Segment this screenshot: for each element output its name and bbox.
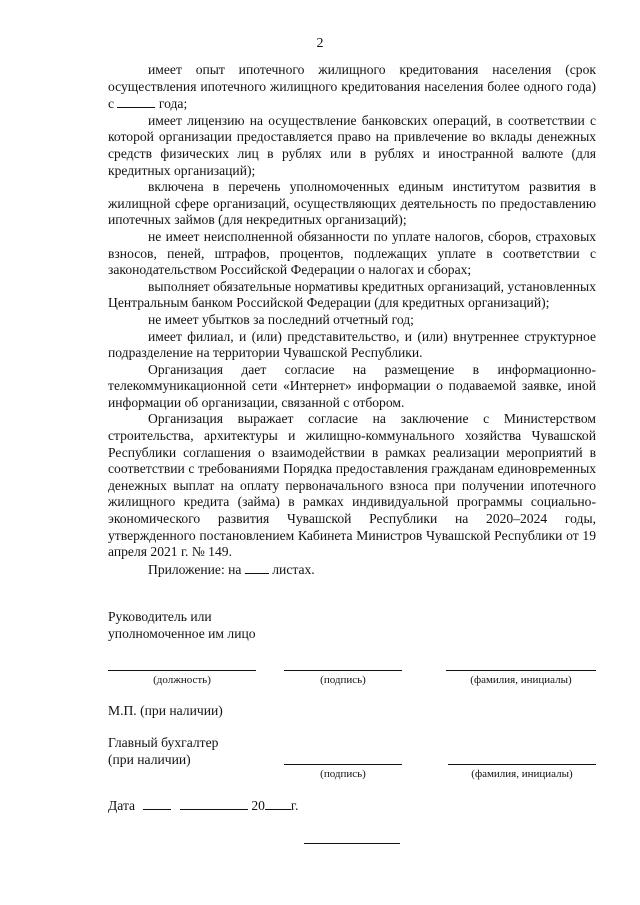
accountant-name-line (448, 764, 596, 765)
caption-signature-2: (подпись) (320, 768, 366, 780)
name-line (446, 670, 596, 671)
document-body (108, 62, 596, 578)
paragraph-branch: имеет филиал, и (или) представительство, и (или) внутреннее структурное подразделение на территории Чувашской Республики. (108, 328, 596, 361)
caption-position: (должность) (153, 674, 211, 686)
seal-label: М.П. (при наличии) (108, 703, 223, 718)
paragraph-bank-norms: выполняет обязательные нормативы кредитных организаций, установленных Центральным банком Российской Федерации (для кредитных организаций); (108, 278, 596, 311)
caption-signature: (подпись) (320, 674, 366, 686)
years-blank (117, 95, 155, 108)
accountant-label: Главный бухгалтер (при наличии) (108, 735, 219, 767)
paragraph-no-tax-debt: не имеет неисполненной обязанности по уплате налогов, сборов, страховых взносов, пеней, штрафов, процентов, подлежащих уплате в соответствии с законодательством Российской Федерации о налогах и сборах; (108, 228, 596, 278)
signature-line (284, 670, 402, 671)
head-label: Руководитель или уполномоченное им лицо (108, 609, 256, 641)
paragraph-banking-license: имеет лицензию на осуществление банковских операций, в соответствии с которой организации предоставляется право на привлечение во вклады денежных средств физических лиц в рублях или в рублях и иностранной валюте (для кредитных организаций); (108, 112, 596, 178)
paragraph-no-losses: не имеет убытков за последний отчетный год; (148, 311, 414, 327)
caption-name-2: (фамилия, инициалы) (471, 768, 573, 780)
position-line (108, 670, 256, 671)
caption-name: (фамилия, инициалы) (470, 674, 572, 686)
footer-separator (304, 843, 400, 844)
paragraph-agreement-consent: Организация выражает согласие на заключение с Министерством строительства, архитектуры и жилищно-коммунального хозяйства Чувашской Республики соглашения о взаимодействии в рамках реализации мероприятий в соответствии с требованиями Порядка предоставления гражданам единовременных денежных выплат на оплату первоначального взноса при получении ипотечного жилищного кредита (займа) в рамках индивидуальной программы социально-экономического развития Чувашской Республики на 2020–2024 годы, утвержденного постановлением Кабинета Министров Чувашской Республики от 19 апреля 2021 г. № 149. (108, 411, 596, 560)
year-blank (265, 797, 291, 810)
page-number: 2 (316, 36, 324, 51)
day-blank (143, 797, 171, 810)
paragraph-registry-inclusion: включена в перечень уполномоченных единым институтом развития в жилищной сфере организаций, осуществляющих деятельность по предоставлению ипотечных займов (для некредитных организаций); (108, 179, 596, 228)
paragraph-publication-consent: Организация дает согласие на размещение в информационно-телекоммуникационной сети «Интернет» информации о подаваемой заявке, иной информации об организации, связанной с отбором. (108, 361, 596, 410)
month-blank (180, 797, 248, 810)
paragraph-attachment: Приложение: на листах. (148, 561, 315, 577)
accountant-signature-line (284, 764, 402, 765)
sheets-blank (245, 561, 269, 574)
paragraph-mortgage-experience: имеет опыт ипотечного жилищного кредитования населения (срок осуществления ипотечного жилищного кредитования населения более одного года) с года; (108, 62, 596, 112)
date-line: Дата 20 г. (108, 798, 299, 813)
